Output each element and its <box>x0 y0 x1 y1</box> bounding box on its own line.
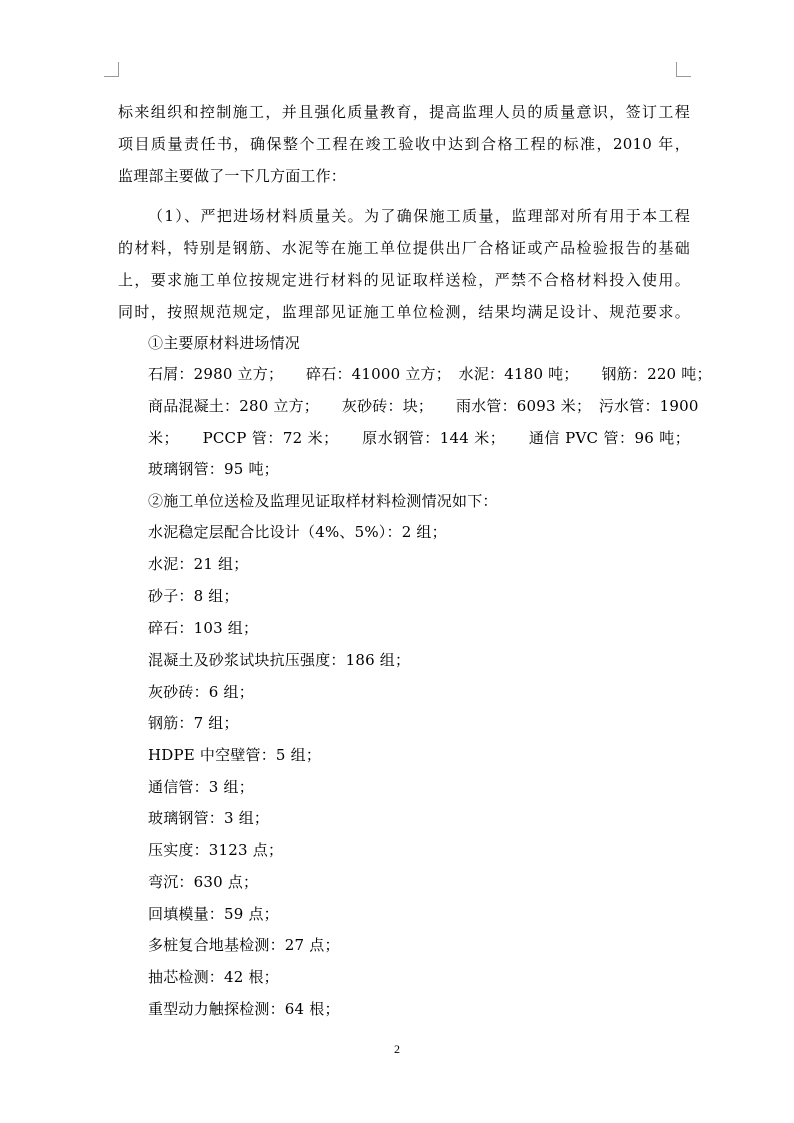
body-text-line: 项目质量责任书，确保整个工程在竣工验收中达到合格工程的标准，2010 年， <box>118 135 690 153</box>
test-item: 碎石：103 组； <box>148 619 259 637</box>
test-item: 压实度：3123 点； <box>148 841 284 859</box>
page-number: 2 <box>394 1042 400 1056</box>
test-item: 重型动力触探检测：64 根； <box>148 1000 340 1018</box>
materials-line: 玻璃钢管：95 吨； <box>148 460 279 478</box>
test-item: 多桩复合地基检测：27 点； <box>148 936 340 954</box>
test-item: 回填模量：59 点； <box>148 905 279 923</box>
section-heading: ②施工单位送检及监理见证取样材料检测情况如下： <box>148 492 498 510</box>
margin-corner-mark <box>104 62 119 77</box>
test-item: 钢筋：7 组； <box>148 714 239 732</box>
test-item: 水泥：21 组； <box>148 555 249 573</box>
test-item: 通信管：3 组； <box>148 778 254 796</box>
body-text-line: 标来组织和控制施工，并且强化质量教育，提高监理人员的质量意识，签订工程 <box>118 103 690 121</box>
test-item: 灰砂砖：6 组； <box>148 683 254 701</box>
materials-line: 石屑：2980 立方； 碎石：41000 立方； 水泥：4180 吨； 钢筋：220 吨； <box>148 365 712 383</box>
body-text-line: 同时，按照规范规定，监理部见证施工单位检测，结果均满足设计、规范要求。 <box>118 303 690 321</box>
test-item: 混凝土及砂浆试块抗压强度：186 组； <box>148 651 411 669</box>
materials-line: 米； PCCP 管：72 米； 原水钢管：144 米； 通信 PVC 管：96 吨； <box>148 429 690 447</box>
margin-corner-mark <box>676 62 691 77</box>
test-item: 抽芯检测：42 根； <box>148 968 279 986</box>
body-text-line: 的材料，特别是钢筋、水泥等在施工单位提供出厂合格证或产品检验报告的基础 <box>118 239 690 257</box>
body-text-line: 上，要求施工单位按规定进行材料的见证取样送检，严禁不合格材料投入使用。 <box>118 271 690 289</box>
test-item: 水泥稳定层配合比设计（4%、5%）：2 组； <box>148 523 447 541</box>
section-heading: ①主要原材料进场情况 <box>148 334 301 352</box>
test-item: 砂子：8 组； <box>148 587 239 605</box>
materials-line: 商品混凝土：280 立方； 灰砂砖：块； 雨水管：6093 米； 污水管：1900 <box>148 397 699 415</box>
test-item: HDPE 中空壁管：5 组； <box>148 746 322 764</box>
test-item: 弯沉：630 点； <box>148 873 259 891</box>
body-text-line: 监理部主要做了一下几方面工作： <box>118 167 347 185</box>
body-text-line: （1）、严把进场材料质量关。为了确保施工质量，监理部对所有用于本工程 <box>148 207 690 225</box>
test-item: 玻璃钢管：3 组； <box>148 809 270 827</box>
